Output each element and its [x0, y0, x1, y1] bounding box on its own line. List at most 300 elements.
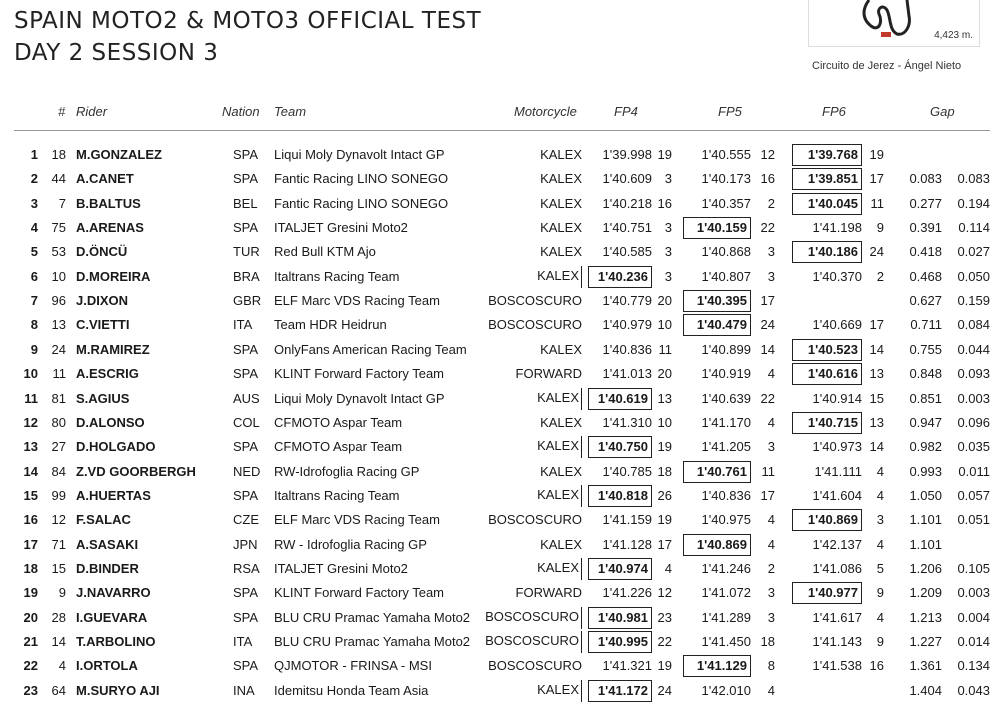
rider-number: 18 [51, 147, 66, 162]
fp4-lap: 18 [657, 463, 672, 479]
rider-name: D.BINDER [76, 560, 139, 576]
fp4-time: 1'39.998 [602, 147, 652, 162]
rider-name: M.GONZALEZ [76, 147, 162, 162]
fp6-lap: 11 [870, 195, 884, 211]
nation-code: SPA [233, 341, 259, 357]
motorcycle-brand: BOSCOSCURO [488, 512, 582, 528]
fp6-lap: 17 [869, 317, 884, 333]
fp4-lap: 10 [657, 317, 672, 333]
col-header-fp6: FP6 [822, 104, 846, 119]
gap-first: 0.391 [909, 220, 942, 236]
fp4-time: 1'40.785 [602, 463, 652, 479]
table-row [0, 167, 1000, 191]
rider-name: I.GUEVARA [76, 609, 148, 625]
team-name: CFMOTO Aspar Team [274, 414, 403, 430]
rider-number: 81 [51, 390, 66, 406]
fp4-time: 1'40.218 [602, 195, 652, 211]
fp6-lap: 15 [869, 390, 884, 406]
table-row [0, 435, 1000, 459]
pos-cell: 4 [30, 220, 38, 236]
fp4-time: 1'40.974 [588, 558, 652, 580]
table-row [0, 533, 1000, 557]
fp4-time: 1'40.818 [588, 485, 652, 507]
pos-cell: 3 [30, 195, 38, 211]
rider-number: 53 [51, 244, 66, 260]
fp5-lap: 4 [767, 512, 775, 528]
pos-cell: 22 [23, 658, 38, 674]
fp4-time: 1'40.619 [588, 388, 652, 410]
gap-first: 0.755 [909, 341, 942, 357]
fp5-time: 1'40.395 [683, 290, 751, 312]
pos-cell: 16 [23, 512, 38, 528]
nation-code: SPA [233, 171, 259, 187]
gap-first: 0.947 [909, 414, 942, 430]
track-icon [849, 0, 929, 46]
gap-previous: 0.084 [957, 317, 990, 333]
fp4-time: 1'41.159 [602, 512, 652, 528]
fp6-time: 1'39.851 [792, 168, 862, 190]
fp5-time: 1'40.807 [701, 268, 751, 284]
table-row [0, 679, 1000, 703]
nation-code: SPA [233, 439, 259, 455]
fp4-lap: 19 [657, 147, 672, 162]
fp4-lap: 19 [657, 512, 672, 528]
motorcycle-brand: KALEX [440, 558, 582, 580]
rider-number: 84 [51, 463, 66, 479]
fp4-lap: 24 [657, 682, 672, 698]
circuit-length: 4,423 m. [934, 30, 973, 41]
pos-cell: 5 [30, 244, 38, 260]
rider-number: 80 [51, 414, 66, 430]
fp4-time: 1'41.128 [602, 536, 652, 552]
pos-cell: 9 [30, 341, 38, 357]
fp5-lap: 4 [767, 682, 775, 698]
motorcycle-brand: KALEX [440, 436, 582, 458]
fp5-time: 1'40.975 [701, 512, 751, 528]
fp6-time: 1'39.768 [792, 144, 862, 166]
team-name: Liqui Moly Dynavolt Intact GP [274, 147, 445, 162]
table-row [0, 411, 1000, 435]
fp6-time: 1'40.869 [792, 509, 862, 531]
fp5-lap: 3 [767, 244, 775, 260]
team-name: Fantic Racing LINO SONEGO [274, 195, 449, 211]
gap-previous: 0.011 [958, 463, 990, 479]
fp5-lap: 22 [760, 390, 775, 406]
pos-cell: 15 [23, 487, 38, 503]
rider-number: 27 [51, 439, 66, 455]
pos-cell: 18 [23, 560, 38, 576]
fp5-time: 1'41.072 [701, 585, 751, 601]
team-name: Idemitsu Honda Team Asia [274, 682, 429, 698]
gap-first: 1.206 [909, 560, 942, 576]
rider-number: 9 [58, 585, 66, 601]
rider-name: M.RAMIREZ [76, 341, 150, 357]
nation-code: SPA [233, 609, 259, 625]
fp4-time: 1'40.979 [602, 317, 652, 333]
pos-cell: 14 [23, 463, 38, 479]
rider-number: 28 [51, 609, 66, 625]
motorcycle-brand: BOSCOSCURO [440, 607, 582, 629]
col-header-fp5: FP5 [718, 104, 742, 119]
rider-name: C.VIETTI [76, 317, 130, 333]
col-header-pos: # [58, 104, 66, 119]
fp6-time: 1'40.669 [812, 317, 862, 333]
fp4-lap: 26 [657, 487, 672, 503]
fp5-time: 1'41.170 [701, 414, 751, 430]
pos-cell: 2 [30, 171, 38, 187]
rider-name: T.ARBOLINO [76, 634, 156, 649]
fp6-lap: 4 [876, 463, 884, 479]
gap-previous: 0.050 [957, 268, 990, 284]
nation-code: CZE [233, 512, 259, 528]
fp6-time: 1'40.045 [792, 193, 862, 215]
fp6-time: 1'41.086 [812, 560, 862, 576]
rider-number: 64 [51, 682, 66, 698]
fp5-time: 1'41.205 [701, 439, 751, 455]
fp4-lap: 22 [657, 634, 672, 649]
gap-previous: 0.003 [957, 390, 990, 406]
gap-previous: 0.194 [957, 195, 990, 211]
fp5-lap: 8 [767, 658, 775, 674]
rider-name: D.MOREIRA [76, 268, 151, 284]
rider-name: F.SALAC [76, 512, 131, 528]
gap-previous: 0.083 [957, 171, 990, 187]
table-row [0, 143, 1000, 167]
rider-number: 75 [51, 220, 66, 236]
rider-name: S.AGIUS [76, 390, 130, 406]
gap-previous: 0.159 [957, 293, 990, 309]
col-header-gap: Gap [930, 104, 955, 119]
fp5-lap: 4 [767, 366, 775, 382]
fp4-lap: 13 [657, 390, 672, 406]
rider-number: 71 [51, 536, 66, 552]
table-row [0, 557, 1000, 581]
table-row [0, 338, 1000, 362]
fp5-time: 1'41.289 [701, 609, 751, 625]
gap-first: 1.404 [909, 682, 942, 698]
gap-first: 1.213 [909, 609, 942, 625]
table-row [0, 240, 1000, 264]
rider-number: 44 [51, 171, 66, 187]
rider-number: 13 [51, 317, 66, 333]
fp6-time: 1'40.186 [792, 241, 862, 263]
fp6-lap: 9 [876, 634, 884, 649]
fp4-time: 1'41.321 [602, 658, 652, 674]
nation-code: SPA [233, 220, 259, 236]
fp5-time: 1'40.159 [683, 217, 751, 239]
fp6-time: 1'40.370 [812, 268, 862, 284]
nation-code: SPA [233, 487, 259, 503]
rider-name: D.ÖNCÜ [76, 244, 128, 260]
rider-number: 15 [51, 560, 66, 576]
nation-code: SPA [233, 585, 259, 601]
rider-name: J.DIXON [76, 293, 129, 309]
nation-code: JPN [233, 536, 258, 552]
rider-number: 14 [51, 634, 66, 649]
motorcycle-brand: KALEX [540, 463, 582, 479]
rider-name: A.HUERTAS [76, 487, 151, 503]
fp5-lap: 4 [767, 414, 775, 430]
table-row [0, 362, 1000, 386]
gap-previous: 0.027 [957, 244, 990, 260]
fp4-time: 1'40.995 [588, 631, 652, 653]
fp4-lap: 3 [664, 171, 672, 187]
gap-first: 0.418 [909, 244, 942, 260]
fp4-lap: 20 [657, 293, 672, 309]
fp4-lap: 19 [657, 658, 672, 674]
fp4-time: 1'40.779 [602, 293, 652, 309]
team-name: CFMOTO Aspar Team [274, 439, 403, 455]
fp5-lap: 12 [760, 147, 775, 162]
gap-previous: 0.035 [957, 439, 990, 455]
fp5-lap: 3 [767, 585, 775, 601]
table-row [0, 460, 1000, 484]
gap-previous: 0.105 [957, 560, 990, 576]
fp4-lap: 4 [664, 560, 672, 576]
fp5-time: 1'41.450 [701, 634, 751, 649]
rider-number: 7 [58, 195, 66, 211]
motorcycle-brand: KALEX [440, 266, 582, 288]
fp4-time: 1'40.750 [588, 436, 652, 458]
gap-first: 0.627 [909, 293, 942, 309]
rider-name: I.ORTOLA [76, 658, 138, 674]
fp5-lap: 3 [767, 609, 775, 625]
motorcycle-brand: BOSCOSCURO [488, 293, 582, 309]
table-row [0, 192, 1000, 216]
nation-code: ITA [233, 634, 253, 649]
gap-previous: 0.004 [957, 609, 990, 625]
fp5-lap: 18 [760, 634, 775, 649]
col-header-rider: Rider [76, 104, 108, 119]
table-row [0, 630, 1000, 654]
team-name: RW - Idrofoglia Racing GP [274, 536, 427, 552]
fp6-lap: 19 [869, 147, 884, 162]
circuit-map [808, 0, 980, 47]
gap-first: 1.050 [909, 487, 942, 503]
fp6-lap: 14 [869, 439, 884, 455]
nation-code: NED [233, 463, 261, 479]
table-row [0, 654, 1000, 678]
team-name: Red Bull KTM Ajo [274, 244, 376, 260]
fp5-lap: 3 [767, 439, 775, 455]
fp6-time: 1'40.914 [812, 390, 862, 406]
nation-code: TUR [233, 244, 260, 260]
rider-name: B.BALTUS [76, 195, 141, 211]
gap-first: 0.468 [909, 268, 942, 284]
motorcycle-brand: KALEX [540, 244, 582, 260]
team-name: Italtrans Racing Team [274, 268, 400, 284]
team-name: ITALJET Gresini Moto2 [274, 560, 408, 576]
motorcycle-brand: KALEX [540, 147, 582, 162]
fp4-lap: 16 [657, 195, 672, 211]
gap-first: 1.101 [909, 536, 942, 552]
gap-previous: 0.051 [957, 512, 990, 528]
motorcycle-brand: FORWARD [515, 366, 582, 382]
circuit-name: Circuito de Jerez - Ángel Nieto [812, 60, 962, 72]
fp4-lap: 19 [657, 439, 672, 455]
fp6-lap: 24 [869, 244, 884, 260]
fp4-lap: 12 [657, 585, 672, 601]
fp6-time: 1'41.111 [814, 463, 862, 479]
fp4-time: 1'40.609 [602, 171, 652, 187]
col-header-fp4: FP4 [614, 104, 638, 119]
team-name: ELF Marc VDS Racing Team [274, 512, 440, 528]
fp6-time: 1'40.616 [792, 363, 862, 385]
team-name: QJMOTOR - FRINSA - MSI [274, 658, 432, 674]
table-row [0, 313, 1000, 337]
table-row [0, 387, 1000, 411]
nation-code: INA [233, 682, 255, 698]
motorcycle-brand: KALEX [440, 485, 582, 507]
fp5-lap: 22 [760, 220, 775, 236]
fp5-time: 1'40.357 [701, 195, 751, 211]
fp6-time: 1'40.715 [792, 412, 862, 434]
rider-number: 99 [51, 487, 66, 503]
fp6-time: 1'41.143 [812, 634, 862, 649]
fp4-time: 1'41.013 [602, 366, 652, 382]
fp5-lap: 2 [767, 560, 775, 576]
team-name: BLU CRU Pramac Yamaha Moto2 [274, 609, 471, 625]
fp6-lap: 14 [869, 341, 884, 357]
pos-cell: 6 [30, 268, 38, 284]
gap-previous: 0.093 [957, 366, 990, 382]
gap-previous: 0.096 [957, 414, 990, 430]
fp6-lap: 4 [876, 487, 884, 503]
nation-code: SPA [233, 147, 259, 162]
gap-previous: 0.003 [957, 585, 990, 601]
fp6-lap: 5 [876, 560, 884, 576]
rider-name: A.SASAKI [76, 536, 139, 552]
gap-previous: 0.057 [957, 487, 990, 503]
nation-code: COL [233, 414, 260, 430]
team-name: OnlyFans American Racing Team [274, 341, 467, 357]
motorcycle-brand: KALEX [540, 220, 582, 236]
gap-first: 1.227 [909, 634, 942, 649]
rider-number: 4 [58, 658, 66, 674]
motorcycle-brand: BOSCOSCURO [488, 317, 582, 333]
motorcycle-brand: KALEX [440, 388, 582, 410]
fp4-time: 1'40.981 [588, 607, 652, 629]
fp4-lap: 20 [657, 366, 672, 382]
table-row [0, 581, 1000, 605]
motorcycle-brand: FORWARD [515, 585, 582, 601]
fp6-lap: 17 [869, 171, 884, 187]
team-name: BLU CRU Pramac Yamaha Moto2 [274, 634, 471, 649]
pos-cell: 1 [30, 147, 38, 162]
motorcycle-brand: BOSCOSCURO [440, 631, 582, 653]
nation-code: SPA [233, 658, 259, 674]
fp6-time: 1'40.977 [792, 582, 862, 604]
fp5-time: 1'40.869 [683, 534, 751, 556]
rider-name: J.NAVARRO [76, 585, 151, 601]
pos-cell: 21 [23, 634, 38, 649]
fp4-lap: 3 [664, 244, 672, 260]
team-name: KLINT Forward Factory Team [274, 366, 445, 382]
fp5-time: 1'40.761 [683, 461, 751, 483]
table-row [0, 289, 1000, 313]
fp6-lap: 16 [869, 658, 884, 674]
pos-cell: 19 [23, 585, 38, 601]
team-name: Team HDR Heidrun [274, 317, 387, 333]
fp6-time: 1'40.973 [812, 439, 862, 455]
table-row [0, 606, 1000, 630]
gap-first: 0.083 [909, 171, 942, 187]
fp4-lap: 17 [657, 536, 672, 552]
nation-code: AUS [233, 390, 260, 406]
motorcycle-brand: KALEX [440, 680, 582, 702]
gap-first: 1.209 [909, 585, 942, 601]
fp5-lap: 17 [760, 293, 775, 309]
rider-name: A.ESCRIG [76, 366, 139, 382]
fp6-time: 1'41.617 [812, 609, 862, 625]
team-name: ITALJET Gresini Moto2 [274, 220, 408, 236]
fp4-time: 1'41.310 [602, 414, 652, 430]
pos-cell: 8 [30, 317, 38, 333]
team-name: RW-Idrofoglia Racing GP [274, 463, 420, 479]
fp6-time: 1'41.538 [812, 658, 862, 674]
page-subtitle: DAY 2 SESSION 3 [14, 40, 219, 66]
motorcycle-brand: KALEX [540, 195, 582, 211]
fp6-lap: 4 [876, 536, 884, 552]
nation-code: BEL [233, 195, 258, 211]
table-row [0, 484, 1000, 508]
team-name: Italtrans Racing Team [274, 487, 400, 503]
nation-code: ITA [233, 317, 253, 333]
fp6-lap: 4 [876, 609, 884, 625]
fp5-time: 1'40.555 [701, 147, 751, 162]
col-header-nation: Nation [222, 104, 260, 119]
rider-name: M.SURYO AJI [76, 682, 160, 698]
gap-previous: 0.043 [957, 682, 990, 698]
fp5-time: 1'41.129 [683, 655, 751, 677]
fp4-time: 1'40.836 [602, 341, 652, 357]
gap-first: 1.101 [909, 512, 942, 528]
motorcycle-brand: KALEX [540, 414, 582, 430]
fp5-lap: 16 [760, 171, 775, 187]
pos-cell: 7 [30, 293, 38, 309]
fp6-lap: 3 [876, 512, 884, 528]
pos-cell: 10 [23, 366, 38, 382]
rider-name: D.ALONSO [76, 414, 145, 430]
fp5-time: 1'40.836 [701, 487, 751, 503]
gap-first: 1.361 [909, 658, 942, 674]
motorcycle-brand: KALEX [540, 341, 582, 357]
fp5-time: 1'40.479 [683, 314, 751, 336]
rider-number: 12 [51, 512, 66, 528]
fp5-lap: 3 [767, 268, 775, 284]
rider-name: A.ARENAS [76, 220, 144, 236]
team-name: Fantic Racing LINO SONEGO [274, 171, 449, 187]
fp4-lap: 10 [657, 414, 672, 430]
gap-previous: 0.134 [957, 658, 990, 674]
fp5-lap: 4 [767, 536, 775, 552]
header-divider [14, 130, 990, 131]
fp4-time: 1'41.172 [588, 680, 652, 702]
fp5-lap: 14 [760, 341, 775, 357]
nation-code: BRA [233, 268, 260, 284]
fp6-lap: 2 [876, 268, 884, 284]
pos-cell: 17 [23, 536, 38, 552]
pos-cell: 23 [23, 682, 38, 698]
rider-number: 11 [52, 366, 66, 382]
fp4-lap: 11 [658, 341, 672, 357]
table-row [0, 508, 1000, 532]
team-name: ELF Marc VDS Racing Team [274, 293, 440, 309]
pos-cell: 12 [23, 414, 38, 430]
gap-previous: 0.044 [957, 341, 990, 357]
fp4-time: 1'41.226 [602, 585, 652, 601]
pos-cell: 20 [23, 609, 38, 625]
